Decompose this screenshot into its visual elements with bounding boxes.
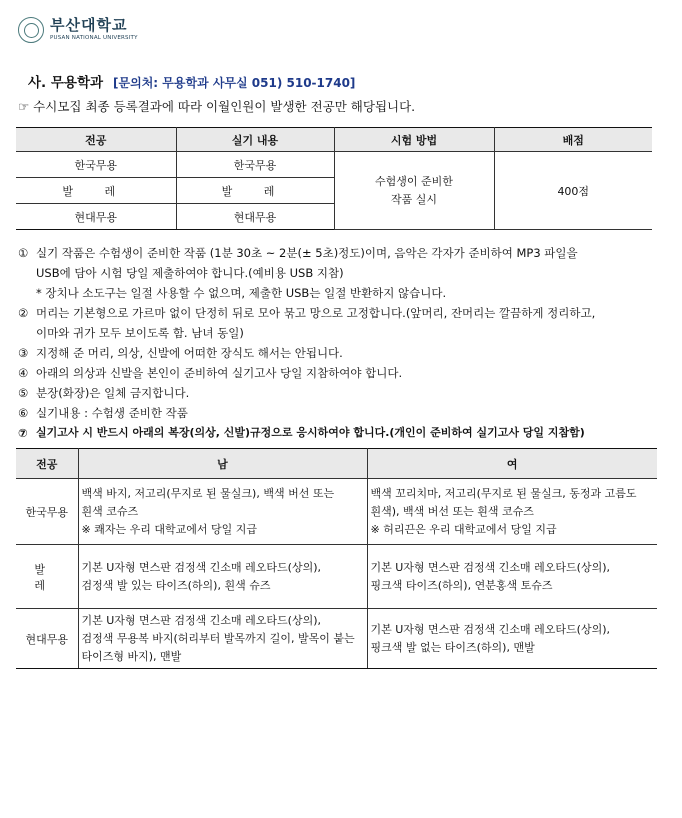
note-item [18,303,658,323]
logo-korean-text: 부산대학교 [50,16,128,35]
male-costume-cell [78,609,367,669]
col-header-major: 전공 [16,128,176,152]
major-cell: 발 레 [16,545,78,609]
note-item [18,423,658,443]
note-marker: ③ [18,346,29,360]
table-row [16,609,657,669]
method-line: 수험생이 준비한 [375,174,453,188]
male-costume-cell [78,479,367,545]
note-text: 분장(화장)은 일체 금지합니다. [36,386,190,400]
costume-line: ※ 허리끈은 우리 대학교에서 당일 지급 [370,522,557,536]
note-item [18,403,658,423]
content-cell: 발 레 [176,178,334,204]
logo-english-text: PUSAN NATIONAL UNIVERSITY [50,35,138,42]
note-text: 실기내용 : 수험생 준비한 작품 [36,406,188,420]
col-header-female: 여 [367,449,657,479]
exam-method-table [16,127,652,230]
costume-line: 기본 U자형 면스판 검정색 긴소매 레오타드(상의), [370,560,611,574]
note-text: 실기고사 시 반드시 아래의 복장(의상, 신발)규정으로 응시하여야 합니다.(개인이 준비하여 실기고사 당일 지참함) [36,426,585,439]
table-header-row [16,128,652,152]
major-cell: 발 레 [16,178,176,204]
costume-line: 흰색 코슈즈 [81,504,139,518]
female-costume-cell [367,545,657,609]
note-item [18,343,658,363]
content-cell: 한국무용 [176,152,334,178]
note-marker: ⑦ [18,426,28,440]
section-title [28,71,355,91]
female-costume-cell [367,609,657,669]
university-logo [18,14,138,46]
note-text: USB에 담아 시험 당일 제출하여야 합니다.(예비용 USB 지참) [36,266,344,280]
major-cell: 현대무용 [16,204,176,230]
table-row [16,545,657,609]
method-cell [334,152,494,230]
male-costume-cell [78,545,367,609]
note-text: 머리는 기본형으로 가르마 없이 단정히 뒤로 모아 묶고 망으로 고정합니다.(앞머리, 잔머리는 깔끔하게 정리하고, [36,306,596,320]
col-header-score: 배점 [494,128,652,152]
section-title-text: 사. 무용학과 [28,75,104,91]
costume-line: 기본 U자형 면스판 검정색 긴소매 레오타드(상의), [81,613,322,627]
note-text: 아래의 의상과 신발을 본인이 준비하여 실기고사 당일 지참하여야 합니다. [36,366,403,380]
table-header-row [16,449,657,479]
notice-text: ☞ 수시모집 최종 등록결과에 따라 이월인원이 발생한 전공만 해당됩니다. [18,99,416,114]
female-costume-cell [367,479,657,545]
note-marker: ⑥ [18,406,29,420]
note-item [18,323,658,343]
major-cell: 한국무용 [16,479,78,545]
note-text: 이마와 귀가 모두 보이도록 함. 남녀 동일) [36,326,244,340]
note-text: 지정해 준 머리, 의상, 신발에 어떠한 장식도 해서는 안됩니다. [36,346,343,360]
method-line: 작품 실시 [390,192,437,206]
costume-line: 검정색 무용복 바지(허리부터 발목까지 길이, 발목이 붙는 [81,631,355,645]
content-cell: 현대무용 [176,204,334,230]
costume-line: 핑크색 타이즈(하의), 연분홍색 토슈즈 [370,578,553,592]
note-item [18,283,658,303]
note-item [18,383,658,403]
costume-line: 백색 바지, 저고리(무지로 된 물실크), 백색 버선 또는 [81,486,335,500]
note-marker: ② [18,306,29,320]
col-header-major: 전공 [16,449,78,479]
costume-line: 핑크색 발 없는 타이즈(하의), 맨발 [370,640,535,654]
costume-line: 타이즈형 바지), 맨발 [81,649,182,663]
col-header-male: 남 [78,449,367,479]
costume-table [16,448,657,669]
costume-line: 기본 U자형 면스판 검정색 긴소매 레오타드(상의), [370,622,611,636]
costume-line: 검정색 발 있는 타이즈(하의), 흰색 슈즈 [81,578,271,592]
university-seal-icon [18,17,44,43]
note-marker: ⑤ [18,386,29,400]
note-text: 실기 작품은 수험생이 준비한 작품 (1분 30초 ~ 2분(± 5초)정도)이며, 음악은 각자가 준비하여 MP3 파일을 [36,246,578,260]
major-cell: 한국무용 [16,152,176,178]
table-row [16,152,652,178]
costume-line: ※ 쾌자는 우리 대학교에서 당일 지급 [81,522,257,536]
note-text: * 장치나 소도구는 일절 사용할 수 없으며, 제출한 USB는 일절 반환하지 않습니다. [36,286,447,300]
costume-line: 흰색), 백색 버선 또는 흰색 코슈즈 [370,504,534,518]
table-row [16,479,657,545]
note-marker: ① [18,246,29,260]
note-item [18,263,658,283]
col-header-content: 실기 내용 [176,128,334,152]
major-cell: 현대무용 [16,609,78,669]
costume-line: 기본 U자형 면스판 검정색 긴소매 레오타드(상의), [81,560,322,574]
note-item [18,243,658,263]
costume-line: 백색 꼬리치마, 저고리(무지로 된 물실크, 동정과 고름도 [370,486,637,500]
col-header-method: 시험 방법 [334,128,494,152]
score-cell: 400점 [494,152,652,230]
note-marker: ④ [18,366,29,380]
notes-list [18,243,658,443]
contact-info: [문의처: 무용학과 사무실 051) 510-1740] [113,76,356,90]
note-item [18,363,658,383]
